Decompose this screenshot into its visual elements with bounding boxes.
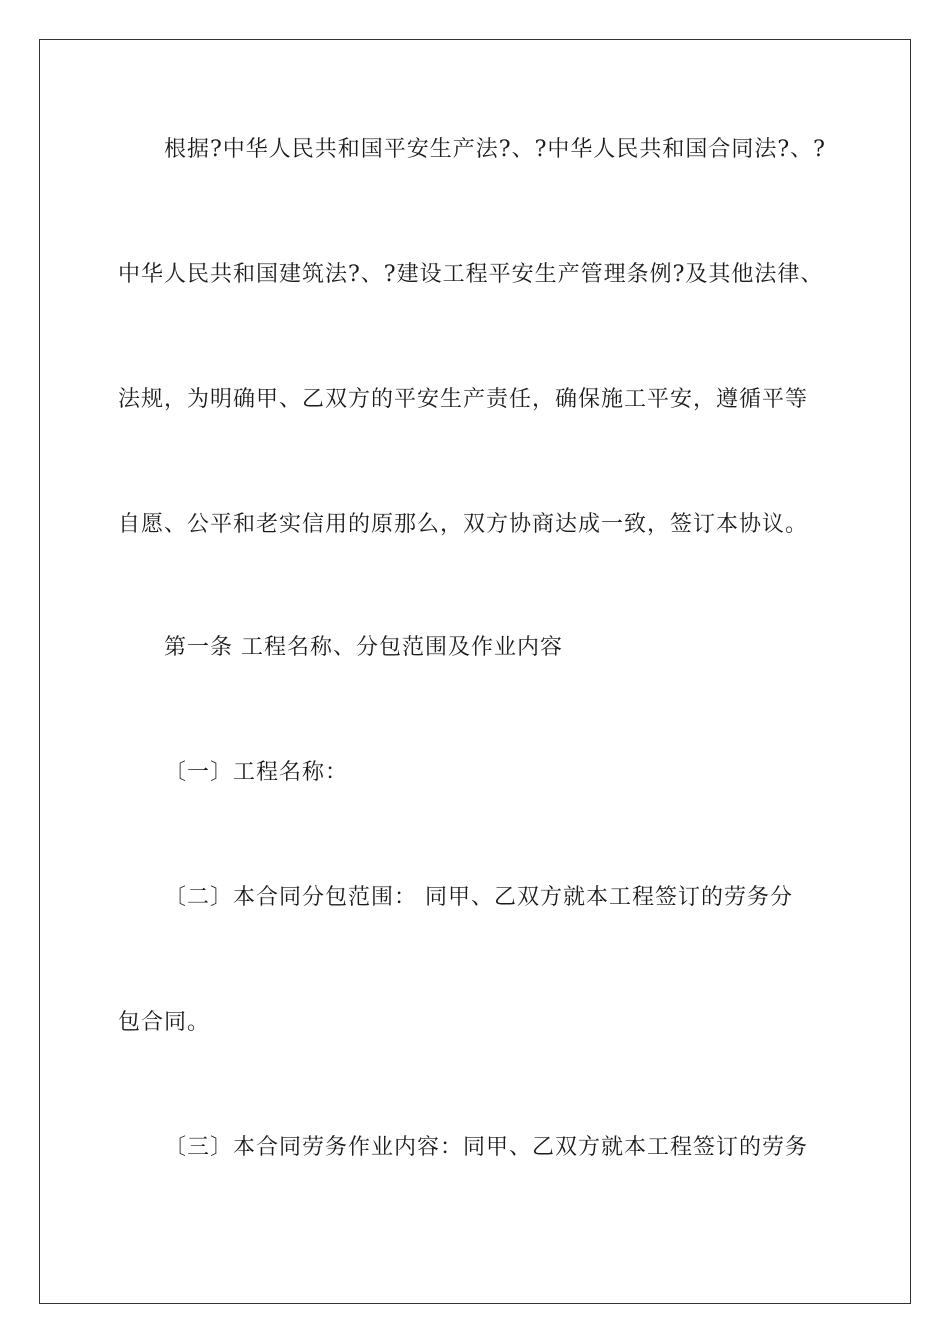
clause-item-2: 〔二〕本合同分包范围： 同甲、乙双方就本工程签订的劳务分 xyxy=(164,885,793,910)
clause-item-1: 〔一〕工程名称： xyxy=(164,760,349,785)
article-heading: 第一条 工程名称、分包范围及作业内容 xyxy=(164,635,563,660)
paragraph-line-1: 根据?中华人民共和国平安生产法?、?中华人民共和国合同法?、? xyxy=(164,137,826,162)
paragraph-line-3: 法规，为明确甲、乙双方的平安生产责任，确保施工平安，遵循平等 xyxy=(118,387,809,412)
page-frame xyxy=(39,39,911,1304)
clause-item-2-continued: 包合同。 xyxy=(118,1010,211,1035)
paragraph-line-2: 中华人民共和国建筑法?、?建设工程平安生产管理条例?及其他法律、 xyxy=(118,262,824,287)
clause-item-3: 〔三〕本合同劳务作业内容：同甲、乙双方就本工程签订的劳务 xyxy=(164,1135,809,1160)
paragraph-line-4: 自愿、公平和老实信用的原那么，双方协商达成一致，签订本协议。 xyxy=(118,512,809,537)
